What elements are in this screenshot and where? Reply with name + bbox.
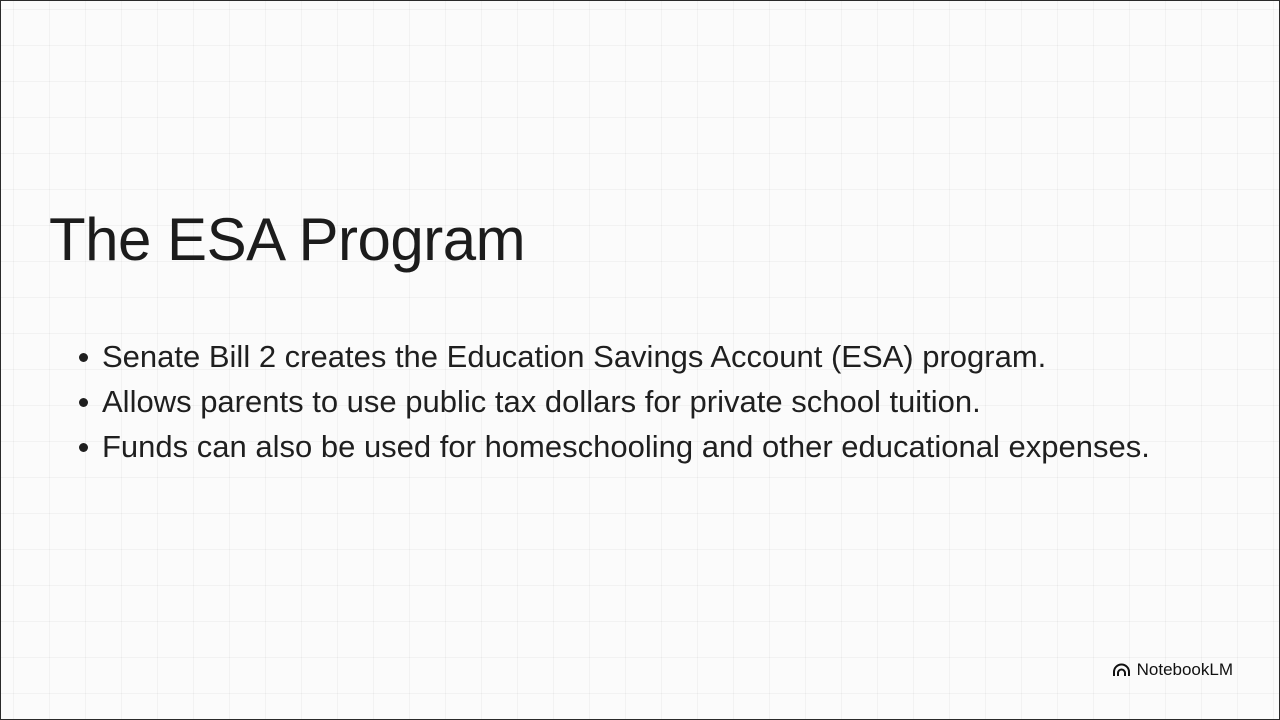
slide-title: The ESA Program <box>49 206 526 273</box>
bullet-item <box>73 382 1193 422</box>
notebooklm-branding <box>1112 660 1233 680</box>
bullet-text: Allows parents to use public tax dollars for private school tuition. <box>102 384 981 419</box>
bullet-item <box>73 427 1193 467</box>
bullet-dot-icon <box>79 353 88 362</box>
brand-label: NotebookLM <box>1136 660 1233 679</box>
bullet-dot-icon <box>79 398 88 407</box>
bullet-item <box>73 337 1193 377</box>
bullet-dot-icon <box>79 443 88 452</box>
bullet-text: Funds can also be used for homeschooling and other educational expenses. <box>102 429 1150 464</box>
notebooklm-logo-icon <box>1112 663 1131 677</box>
bullet-list <box>73 337 1193 472</box>
bullet-text: Senate Bill 2 creates the Education Savings Account (ESA) program. <box>102 339 1047 374</box>
